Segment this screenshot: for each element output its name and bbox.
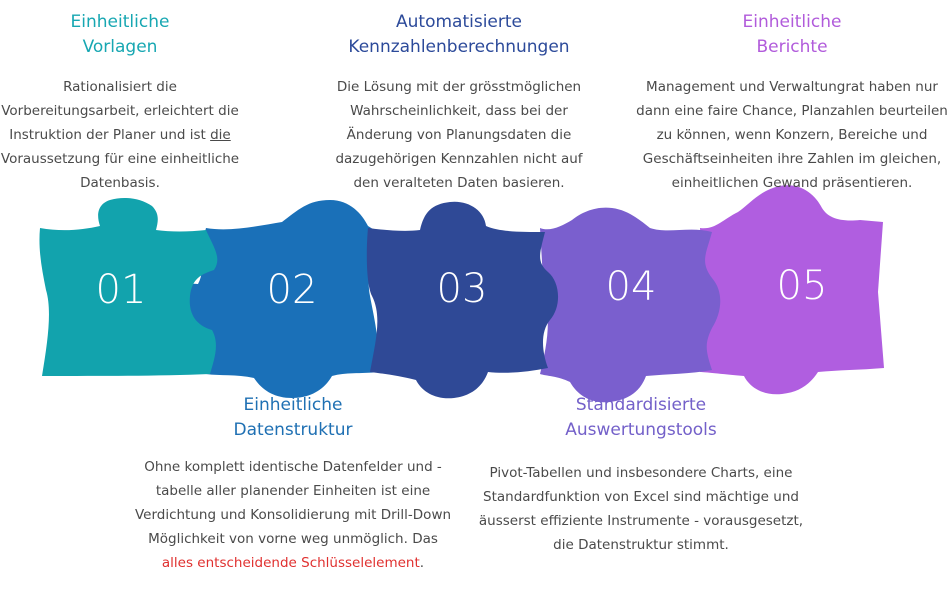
step-02-line-5: alles entscheidende Schlüsselelement. xyxy=(161,555,425,571)
step-03-line-5: den veralteten Daten basieren. xyxy=(353,175,565,191)
step-01-title xyxy=(0,10,240,60)
step-05-line-4: Geschäftseinheiten ihre Zahlen im gleichen, xyxy=(642,151,942,167)
step-01-line-3: Instruktion der Planer und ist die xyxy=(9,127,231,143)
step-02-description xyxy=(130,455,456,575)
step-03-line-2: Wahrscheinlichkeit, dass bei der xyxy=(350,103,568,119)
step-04-title xyxy=(474,393,808,443)
step-05-block xyxy=(636,10,948,195)
step-number-05: 05 xyxy=(776,263,828,309)
step-01-line-1: Rationalisiert die xyxy=(63,79,177,95)
step-01-line-4: Voraussetzung für eine einheitliche xyxy=(0,151,240,167)
step-05-description xyxy=(636,75,948,195)
step-03-block xyxy=(318,10,600,195)
step-04-title-line1: Standardisierte xyxy=(575,395,707,415)
step-02-block xyxy=(130,393,456,575)
step-05-line-3: zu können, wenn Konzern, Bereiche und xyxy=(656,127,928,143)
step-03-title-line1: Automatisierte xyxy=(396,12,522,32)
step-01-line-5: Datenbasis. xyxy=(80,175,160,191)
step-04-title-line2: Auswertungstools xyxy=(565,420,717,440)
step-03-line-1: Die Lösung mit der grösstmöglichen xyxy=(336,79,582,95)
step-02-line-2: tabelle aller planender Einheiten ist eine xyxy=(155,483,431,499)
step-03-title-line2: Kennzahlenberechnungen xyxy=(348,37,570,57)
step-number-04: 04 xyxy=(605,264,657,310)
step-03-description xyxy=(318,75,600,195)
step-02-line-3: Verdichtung und Konsolidierung mit Drill-Down xyxy=(134,507,452,523)
step-01-underlined-word: die xyxy=(210,127,231,143)
step-02-line-1: Ohne komplett identische Datenfelder und - xyxy=(144,459,442,475)
step-04-line-2: Standardfunktion von Excel sind mächtige und xyxy=(483,489,799,505)
step-number-02: 02 xyxy=(266,267,318,313)
step-number-03: 03 xyxy=(436,266,488,312)
step-05-title-line2: Berichte xyxy=(756,37,828,57)
step-05-line-2: dann eine faire Chance, Planzahlen beurteilen xyxy=(636,103,948,119)
step-02-highlight: alles entscheidende Schlüsselelement xyxy=(161,555,420,571)
step-03-line-4: dazugehörigen Kennzahlen nicht auf xyxy=(335,151,583,167)
step-01-description xyxy=(0,75,240,195)
step-05-line-5: einheitlichen Gewand präsentieren. xyxy=(671,175,913,191)
step-04-line-1: Pivot-Tabellen und insbesondere Charts, eine xyxy=(489,465,793,481)
step-02-title xyxy=(130,393,456,443)
step-04-line-3: äusserst effiziente Instrumente - vorausgesetzt, xyxy=(478,513,804,529)
step-01-title-line1: Einheitliche xyxy=(70,12,170,32)
step-05-line-1: Management und Verwaltungrat haben nur xyxy=(646,79,938,95)
step-01-block xyxy=(0,10,240,195)
step-01-line-2: Vorbereitungsarbeit, erleichtert die xyxy=(1,103,239,119)
step-02-title-line2: Datenstruktur xyxy=(233,420,353,440)
step-05-title xyxy=(636,10,948,60)
step-01-title-line2: Vorlagen xyxy=(82,37,158,57)
step-04-line-4: die Datenstruktur stimmt. xyxy=(553,537,729,553)
step-04-description xyxy=(474,461,808,557)
step-03-line-3: Änderung von Planungsdaten die xyxy=(346,127,572,143)
step-05-title-line1: Einheitliche xyxy=(742,12,842,32)
step-03-title xyxy=(318,10,600,60)
step-02-line-4: Möglichkeit von vorne weg unmöglich. Das xyxy=(148,531,438,547)
step-04-block xyxy=(474,393,808,557)
step-number-01: 01 xyxy=(95,267,147,313)
step-02-title-line1: Einheitliche xyxy=(243,395,343,415)
